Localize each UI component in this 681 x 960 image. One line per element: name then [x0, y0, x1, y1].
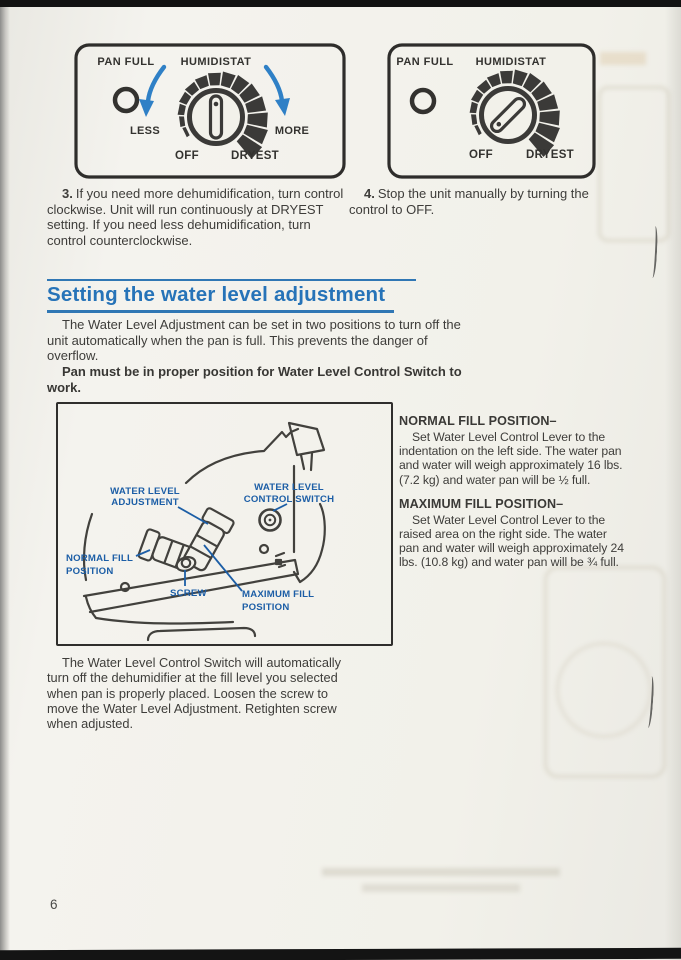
- pan-full-label: PAN FULL: [396, 56, 454, 68]
- control-panel-illustration-step3: [74, 43, 346, 179]
- dryest-label: DRYEST: [525, 149, 575, 161]
- step-4-text: 4. Stop the unit manually by turning the control to OFF.: [349, 186, 589, 217]
- pan-full-indicator-light-icon: [115, 89, 137, 111]
- step-3-text: 3. If you need more dehumidification, turn control clockwise. Unit will run continuously at DRYEST setting. If you need less dehumidification, turn control counterclockwise.: [47, 186, 344, 248]
- humidistat-dial-icon: [178, 72, 268, 160]
- curved-arrow-clockwise-icon: [266, 67, 282, 101]
- bleed-through-artifact: [600, 52, 646, 65]
- scan-edge-top: [0, 0, 681, 7]
- normal-fill-heading: NORMAL FILL POSITION–: [399, 414, 557, 428]
- section-intro: The Water Level Adjustment can be set in two positions to turn off the unit automatically when the pan is full. This prevents the danger of overflow.: [47, 317, 461, 364]
- bleed-through-artifact: [362, 884, 520, 892]
- water-level-diagram: [56, 402, 393, 646]
- bleed-through-artifact: [556, 642, 652, 738]
- section-heading: [47, 279, 416, 313]
- heading-rule-bottom: [47, 310, 394, 312]
- pan-full-label: PAN FULL: [97, 56, 155, 68]
- control-panel-illustration-step4: [387, 43, 596, 179]
- label-screw: SCREW: [170, 588, 207, 599]
- scan-edge-left: [0, 0, 10, 960]
- screw-icon: [182, 559, 190, 567]
- heading-rule-top: [47, 279, 416, 281]
- bleed-through-artifact: [322, 868, 560, 876]
- normal-fill-body: Set Water Level Control Lever to the indentation on the left side. The water pan and water will weigh approximately 16 lbs. (7.2 kg) and water pan will be ½ full.: [399, 430, 623, 487]
- off-label: OFF: [469, 149, 493, 161]
- svg-text:ADJUSTMENT: ADJUSTMENT: [111, 497, 179, 508]
- dryest-label: DRYEST: [230, 150, 280, 162]
- staple-mark: [649, 226, 659, 278]
- svg-text:CONTROL SWITCH: CONTROL SWITCH: [243, 494, 335, 505]
- maximum-fill-body: Set Water Level Control Lever to the raised area on the right side. The water pan and water will weigh approximately 24 lbs. (10.8 kg) and water pan will be ¾ full.: [399, 512, 624, 570]
- bleed-through-artifact: [544, 566, 666, 778]
- page-title: Setting the water level adjustment: [47, 283, 386, 307]
- label-water-level-control-switch: WATER LEVEL: [254, 482, 324, 493]
- closing-paragraph: The Water Level Control Switch will automatically turn off the dehumidifier at the fill level you selected when pan is properly placed. Loosen the screw to move the Water Level Adjustment. Retighten screw when adjusted.: [47, 655, 342, 732]
- pan-full-indicator-light-icon: [412, 90, 434, 112]
- label-maximum-fill-position: MAXIMUM FILL: [242, 589, 315, 600]
- scan-edge-right: [665, 0, 681, 960]
- curved-arrow-counterclockwise-icon: [148, 67, 164, 101]
- step-3-number: 3.: [62, 186, 73, 201]
- bleed-through-artifact: [598, 86, 670, 242]
- svg-text:POSITION: POSITION: [242, 602, 290, 613]
- page-number: 6: [50, 897, 58, 912]
- humidistat-label: HUMIDISTAT: [180, 56, 252, 68]
- humidistat-label: HUMIDISTAT: [475, 56, 547, 68]
- fill-position-column: [399, 414, 625, 580]
- arrowhead-right: [275, 98, 290, 116]
- off-label: OFF: [175, 150, 199, 162]
- humidistat-dial-icon: [470, 70, 560, 158]
- staple-mark: [644, 676, 655, 728]
- scan-edge-bottom: [0, 948, 681, 960]
- label-water-level-adjustment: WATER LEVEL: [110, 486, 180, 497]
- svg-text:POSITION: POSITION: [66, 566, 114, 577]
- less-label: LESS: [130, 125, 160, 137]
- maximum-fill-heading: MAXIMUM FILL POSITION–: [399, 496, 564, 511]
- label-normal-fill-position: NORMAL FILL: [66, 553, 134, 564]
- section-bold-note: Pan must be in proper position for Water Level Control Switch to work.: [47, 364, 462, 395]
- arrowhead-left: [139, 99, 154, 117]
- more-label: MORE: [274, 125, 310, 137]
- step-4-number: 4.: [364, 186, 375, 201]
- water-level-control-switch-icon: [260, 510, 281, 531]
